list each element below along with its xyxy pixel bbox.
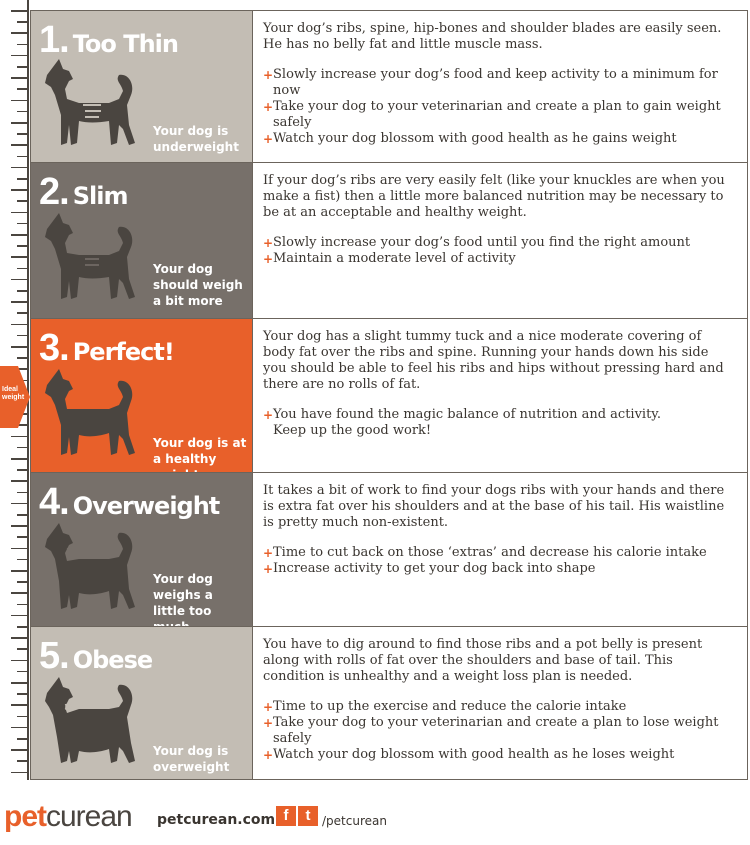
ruler-tick (17, 469, 27, 471)
row-1-content (252, 11, 747, 162)
ruler-tick (11, 458, 27, 460)
row-2-description: If your dog’s ribs are very easily felt (like your knuckles are when you make a fist) then a little more balanced nutrition may be necessary to be at an acceptable and healthy weight. (263, 173, 725, 220)
plus-icon: + (263, 700, 274, 714)
row-5-panel (31, 627, 252, 779)
row-4-bullet-1: + Time to cut back on those ‘extras’ and decrease his calorie intake (263, 545, 707, 560)
row-4-caption: Your dog weighs a little too (153, 572, 213, 618)
ruler-tick (17, 133, 27, 135)
row-2-title (39, 171, 127, 217)
row-5-bullet-3: + Watch your dog blossom with good health as he loses weight (263, 747, 675, 762)
row-2-number: 2. (39, 171, 69, 213)
row-4-panel (31, 473, 252, 626)
ruler-tick (11, 256, 27, 258)
row-5-caption: Your dog is overweight (153, 744, 230, 774)
social-icons (276, 806, 318, 826)
row-3-name: Perfect! (72, 338, 174, 366)
ruler-tick (11, 77, 27, 79)
ruler-tick (17, 268, 27, 270)
row-perfect (30, 318, 748, 472)
plus-icon: + (263, 100, 274, 114)
ruler-tick (17, 671, 27, 673)
ruler-tick (11, 727, 27, 729)
row-2-name: Slim (72, 182, 128, 210)
row-too-thin (30, 10, 748, 162)
ruler-tick (11, 592, 27, 594)
row-2-content (252, 163, 747, 318)
ruler-tick (11, 167, 27, 169)
row-5-content (252, 627, 747, 779)
ruler-tick (17, 693, 27, 695)
ruler-tick (11, 100, 27, 102)
row-5-description: You have to dig around to find those ribs and a pot belly is present along with rolls of fat over the shoulders and base of tail. This condition is unhealthy and a weight loss plan is needed. (263, 637, 703, 684)
ruler-tick (11, 301, 27, 303)
row-3-caption: Your dog is at a healthy (153, 436, 247, 466)
row-obese (30, 626, 748, 780)
overweight-dog-icon (39, 523, 149, 623)
ruler-tick (17, 156, 27, 158)
ruler-tick (11, 525, 27, 527)
ruler-tick (11, 704, 27, 706)
ruler-tick (17, 245, 27, 247)
ruler-tick (17, 447, 27, 449)
row-2-caption: Your dog should weigh a bit more (153, 262, 243, 308)
petcurean-logo (4, 800, 132, 834)
facebook-icon[interactable]: f (276, 806, 296, 826)
ruler-tick (11, 324, 27, 326)
plus-icon: + (263, 68, 274, 82)
row-3-description: Your dog has a slight tummy tuck and a nice moderate covering of body fat over the ribs and spine. Running your hands down his side you should be able to feel his ribs and hips without pressing hard and there are no rolls of fat. (263, 329, 724, 392)
ruler-tick (17, 738, 27, 740)
ruler-tick (11, 279, 27, 281)
ruler-tick (17, 200, 27, 202)
row-2-panel (31, 163, 252, 318)
ruler-tick (11, 637, 27, 639)
row-4-bullet-2: + Increase activity to get your dog back into shape (263, 561, 596, 576)
row-3-title (39, 327, 174, 373)
row-1-bullet-2: + Take your dog to your veterinarian and create a plan to gain weight safely (263, 99, 721, 130)
ruler-tick (11, 189, 27, 191)
body-condition-chart (30, 10, 748, 780)
row-5-bullet-1: + Time to up the exercise and reduce the calorie intake (263, 699, 627, 714)
ruler-tick (11, 436, 27, 438)
row-1-description: Your dog’s ribs, spine, hip-bones and shoulder blades are easily seen. He has no belly fat and little muscle mass. (263, 21, 722, 52)
plus-icon: + (263, 132, 274, 146)
row-slim (30, 162, 748, 318)
row-5-title (39, 635, 152, 681)
ruler-tick (11, 234, 27, 236)
row-5-number: 5. (39, 635, 69, 677)
ruler-tick (11, 144, 27, 146)
ruler-tick (17, 536, 27, 538)
row-1-bullet-3: + Watch your dog blossom with good health as he gains weight (263, 131, 677, 146)
plus-icon: + (263, 748, 274, 762)
ruler-tick (11, 346, 27, 348)
ruler-tick (11, 772, 27, 774)
plus-icon: + (263, 408, 274, 422)
obese-dog-icon (39, 677, 149, 777)
perfect-dog-icon (39, 369, 149, 469)
ruler-tick (11, 212, 27, 214)
ruler-tick (17, 223, 27, 225)
row-3-content (252, 319, 747, 472)
row-1-panel (31, 11, 252, 162)
ruler-tick (11, 32, 27, 34)
ruler-tick (17, 66, 27, 68)
row-1-name: Too Thin (72, 30, 178, 58)
ruler-tick (11, 503, 27, 505)
ruler-tick (11, 749, 27, 751)
ruler-tick (11, 10, 27, 12)
plus-icon: + (263, 716, 274, 730)
row-1-number: 1. (39, 19, 69, 61)
plus-icon: + (263, 546, 274, 560)
ruler-tick (17, 88, 27, 90)
ruler-tick (17, 559, 27, 561)
plus-icon: + (263, 236, 274, 250)
footer (0, 800, 750, 840)
row-4-name: Overweight (72, 492, 220, 520)
social-handle: /petcurean (322, 814, 387, 828)
row-4-title (39, 481, 219, 527)
ruler-tick (11, 615, 27, 617)
ruler-tick (17, 21, 27, 23)
row-3-number: 3. (39, 327, 69, 369)
ruler-tick (17, 335, 27, 337)
ruler-tick (17, 290, 27, 292)
plus-icon: + (263, 562, 274, 576)
logo-curean: curean (46, 800, 132, 833)
ruler-tick (17, 514, 27, 516)
row-4-number: 4. (39, 481, 69, 523)
ruler-tick (11, 570, 27, 572)
row-3-panel (31, 319, 252, 472)
ruler-tick (17, 44, 27, 46)
row-3-extra: Keep up the good work! (273, 423, 432, 438)
twitter-icon[interactable]: t (298, 806, 318, 826)
ruler-tick (17, 357, 27, 359)
ruler-tick (17, 312, 27, 314)
ruler-tick (11, 480, 27, 482)
ruler-tick (17, 178, 27, 180)
row-2-bullet-1: + Slowly increase your dog’s food until you find the right amount (263, 235, 691, 250)
row-1-bullet-1: + Slowly increase your dog’s food and keep activity to a minimum for now (263, 67, 718, 98)
ruler-tick (17, 604, 27, 606)
ruler-tick (17, 648, 27, 650)
ruler-tick (17, 581, 27, 583)
row-2-bullet-2: + Maintain a moderate level of activity (263, 251, 516, 266)
ruler-tick (17, 492, 27, 494)
slim-dog-icon (39, 213, 149, 313)
row-4-description: It takes a bit of work to find your dogs ribs with your hands and there is extra fat over his shoulders and at the base of his tail. His waistline is pretty much non-existent. (263, 483, 725, 530)
ruler-tick (11, 55, 27, 57)
row-3-bullet-1: + You have found the magic balance of nutrition and activity. (263, 407, 662, 422)
row-1-caption: Your dog is underweight (153, 124, 239, 154)
website-link[interactable]: petcurean.com (157, 812, 276, 828)
plus-icon: + (263, 252, 274, 266)
logo-pet: pet (4, 800, 46, 833)
ruler-tick (17, 716, 27, 718)
ideal-weight-label: Ideal weight (2, 386, 25, 401)
ruler-tick (11, 122, 27, 124)
row-5-bullet-2: + Take your dog to your veterinarian and create a plan to lose weight safely (263, 715, 719, 746)
ruler-tick (17, 760, 27, 762)
ruler-tick (17, 626, 27, 628)
ruler-tick (11, 682, 27, 684)
ruler-tick (17, 111, 27, 113)
weight-ruler (0, 0, 30, 780)
ruler-tick (11, 548, 27, 550)
row-4-content (252, 473, 747, 626)
ruler-tick (11, 660, 27, 662)
row-overweight (30, 472, 748, 626)
thin-dog-icon (39, 59, 149, 159)
row-5-name: Obese (72, 646, 153, 674)
